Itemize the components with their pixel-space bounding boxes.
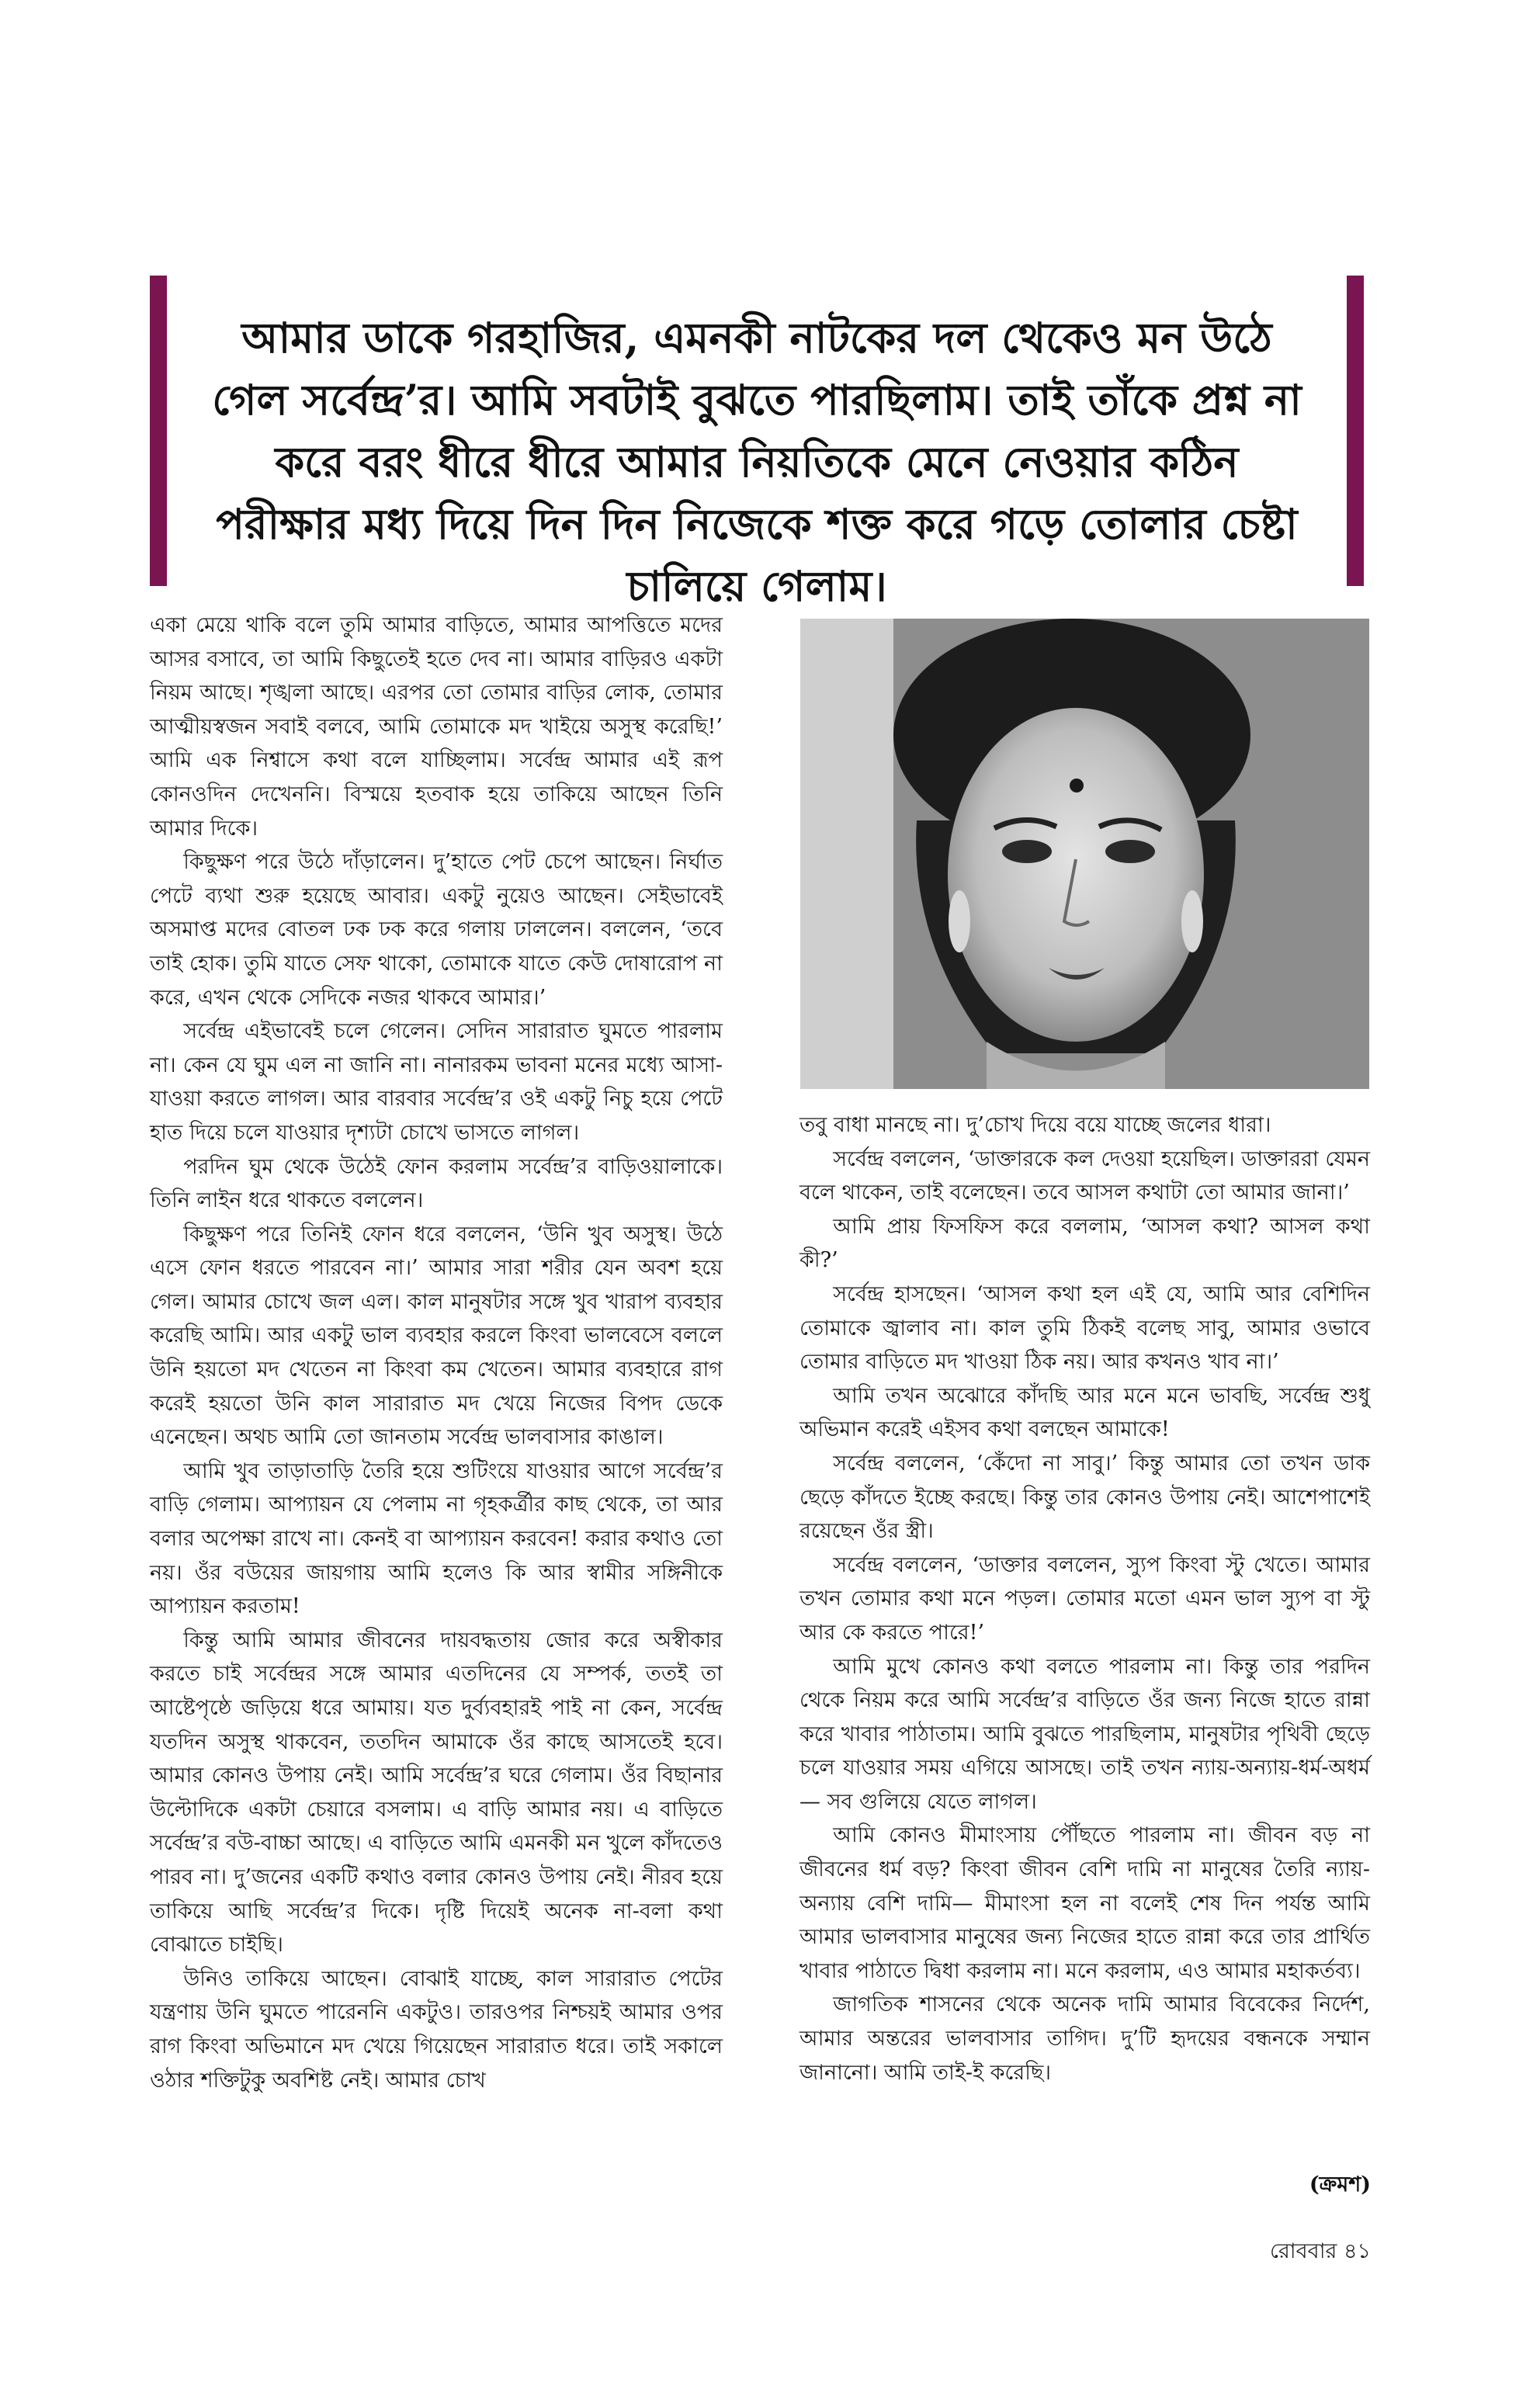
paragraph: কিন্তু আমি আমার জীবনের দায়বদ্ধতায় জোর করে অস্বীকার করতে চাই সর্বেন্দ্রর সঙ্গে আমার এতদিনের যে সম্পর্ক, ততই তা আষ্টেপৃষ্ঠে জড়িয়ে ধরে আমায়। যত দুর্ব্যবহারই পাই না কেন, সর্বেন্দ্র যতদিন অসুস্থ থাকবেন, ততদিন আমাকে ওঁর কাছে আসতেই হবে। আমার কোনও উপায় নেই। আমি সর্বেন্দ্র’র ঘরে গেলাম। ওঁর বিছানার উল্টোদিকে একটা চেয়ারে বসলাম। এ বাড়ি আমার নয়। এ বাড়িতে সর্বেন্দ্র’র বউ-বাচ্চা আছে। এ বাড়িতে আমি এমনকী মন খুলে কাঁদতেও পারব না। দু’জনের একটি কথাও বলার কোনও উপায় নেই। নীরব হয়ে তাকিয়ে আছি সর্বেন্দ্র’র দিকে। দৃষ্টি দিয়েই অনেক না-বলা কথা বোঝাতে চাইছি। (150, 1628, 723, 1958)
paragraph: সর্বেন্দ্র এইভাবেই চলে গেলেন। সেদিন সারারাত ঘুমতে পারলাম না। কেন যে ঘুম এল না জানি না। নানারকম ভাবনা মনের মধ্যে আসা-যাওয়া করতে লাগল। আর বারবার সর্বেন্দ্র’র ওই একটু নিচু হয়ে পেটে হাত দিয়ে চলে যাওয়ার দৃশ্যটা চোখে ভাসতে লাগল। (150, 1019, 723, 1145)
paragraph: সর্বেন্দ্র বললেন, ‘ডাক্তারকে কল দেওয়া হয়েছিল। ডাক্তাররা যেমন বলে থাকেন, তাই বলেছেন। তবে আসল কথাটা তো আমার জানা।’ (799, 1146, 1370, 1205)
article-column-right (799, 1108, 1370, 2090)
paragraph: তবু বাধা মানছে না। দু’চোখ দিয়ে বয়ে যাচ্ছে জলের ধারা। (799, 1113, 1271, 1137)
portrait-photo (800, 619, 1369, 1089)
paragraph: আমি কোনও মীমাংসায় পৌঁছতে পারলাম না। জীবন বড় না জীবনের ধর্ম বড়? কিংবা জীবন বেশি দামি না মানুষের তৈরি ন্যায়-অন্যায় বেশি দামি— মীমাংসা হল না বলেই শেষ দিন পর্যন্ত আমি আমার ভালবাসার মানুষের জন্য নিজের হাতে রান্না করে তার প্রার্থিত খাবার পাঠাতে দ্বিধা করলাম না। মনে করলাম, এও আমার মহাকর্তব্য। (799, 1823, 1370, 1983)
paragraph: আমি মুখে কোনও কথা বলতে পারলাম না। কিন্তু তার পরদিন থেকে নিয়ম করে আমি সর্বেন্দ্র’র বাড়িতে ওঁর জন্য নিজে হাতে রান্না করে খাবার পাঠাতাম। আমি বুঝতে পারছিলাম, মানুষটার পৃথিবী ছেড়ে চলে যাওয়ার সময় এগিয়ে আসছে। তাই তখন ন্যায়-অন্যায়-ধর্ম-অধর্ম— সব গুলিয়ে যেতে লাগল। (799, 1654, 1370, 1814)
paragraph: আমি তখন অঝোরে কাঁদছি আর মনে মনে ভাবছি, সর্বেন্দ্র শুধু অভিমান করেই এইসব কথা বলছেন আমাকে! (799, 1383, 1370, 1442)
portrait-photo-icon (800, 619, 1369, 1089)
pull-quote-box (150, 276, 1364, 611)
paragraph: আমি খুব তাড়াতাড়ি তৈরি হয়ে শুটিংয়ে যাওয়ার আগে সর্বেন্দ্র’র বাড়ি গেলাম। আপ্যায়ন যে পেলাম না গৃহকর্ত্রীর কাছ থেকে, তা আর বলার অপেক্ষা রাখে না। কেনই বা আপ্যায়ন করবেন! করার কথাও তো নয়। ওঁর বউয়ের জায়গায় আমি হলেও কি আর স্বামীর সঙ্গিনীকে আপ্যায়ন করতাম! (150, 1458, 723, 1619)
paragraph: কিছুক্ষণ পরে উঠে দাঁড়ালেন। দু’হাতে পেট চেপে আছেন। নির্ঘাত পেটে ব্যথা শুরু হয়েছে আবার। একটু নুয়েও আছেন। সেইভাবেই অসমাপ্ত মদের বোতল ঢক ঢক করে গলায় ঢাললেন। বললেন, ‘তবে তাই হোক। তুমি যাতে সেফ থাকো, তোমাকে যাতে কেউ দোষারোপ না করে, এখন থেকে সেদিকে নজর থাকবে আমার।’ (150, 850, 723, 1010)
paragraph: সর্বেন্দ্র হাসছেন। ‘আসল কথা হল এই যে, আমি আর বেশিদিন তোমাকে জ্বালাব না। কাল তুমি ঠিকই বলেছ সাবু, আমার ওভাবে তোমার বাড়িতে মদ খাওয়া ঠিক নয়। আর কখনও খাব না।’ (799, 1281, 1370, 1375)
article-column-left (150, 609, 723, 2097)
paragraph: একা মেয়ে থাকি বলে তুমি আমার বাড়িতে, আমার আপত্তিতে মদের আসর বসাবে, তা আমি কিছুতেই হতে দেব না। আমার বাড়িরও একটা নিয়ম আছে। শৃঙ্খলা আছে। এরপর তো তোমার বাড়ির লোক, তোমার আত্মীয়স্বজন সবাই বলবে, আমি তোমাকে মদ খাইয়ে অসুস্থ করেছি!’ আমি এক নিশ্বাসে কথা বলে যাচ্ছিলাম। সর্বেন্দ্র আমার এই রূপ কোনওদিন দেখেননি। বিস্ময়ে হতবাক হয়ে তাকিয়ে আছেন তিনি আমার দিকে। (150, 613, 723, 841)
continued-label: (ক্রমশ) (1309, 2173, 1371, 2197)
paragraph: উনিও তাকিয়ে আছেন। বোঝাই যাচ্ছে, কাল সারারাত পেটের যন্ত্রণায় উনি ঘুমতে পারেননি একটুও। তারওপর নিশ্চয়ই আমার ওপর রাগ কিংবা অভিমানে মদ খেয়ে গিয়েছেন সারারাত ধরে। তাই সকালে ওঠার শক্তিটুকু অবশিষ্ট নেই। আমার চোখ (150, 1966, 723, 2093)
pull-quote-text: আমার ডাকে গরহাজির, এমনকী নাটকের দল থেকেও মন উঠে গেল সর্বেন্দ্র’র। আমি সবটাই বুঝতে পারছিলাম। তাই তাঁকে প্রশ্ন না করে বরং ধীরে ধীরে আমার নিয়তিকে মেনে নেওয়ার কঠিন পরীক্ষার মধ্য দিয়ে দিন দিন নিজেকে শক্ত করে গড়ে তোলার চেষ্টা চালিয়ে গেলাম। (212, 313, 1302, 611)
paragraph: সর্বেন্দ্র বললেন, ‘ডাক্তার বললেন, স্যুপ কিংবা স্টু খেতে। আমার তখন তোমার কথা মনে পড়ল। তোমার মতো এমন ভাল স্যুপ বা স্টু আর কে করতে পারে!’ (799, 1552, 1370, 1645)
paragraph: পরদিন ঘুম থেকে উঠেই ফোন করলাম সর্বেন্দ্র’র বাড়িওয়ালাকে। তিনি লাইন ধরে থাকতে বললেন। (150, 1154, 723, 1213)
paragraph: জাগতিক শাসনের থেকে অনেক দামি আমার বিবেকের নির্দেশ, আমার অন্তরের ভালবাসার তাগিদ। দু’টি হৃদয়ের বন্ধনকে সম্মান জানানো। আমি তাই-ই করেছি। (799, 1992, 1370, 2085)
paragraph: আমি প্রায় ফিসফিস করে বললাম, ‘আসল কথা? আসল কথা কী?’ (799, 1214, 1370, 1273)
paragraph: কিছুক্ষণ পরে তিনিই ফোন ধরে বললেন, ‘উনি খুব অসুস্থ। উঠে এসে ফোন ধরতে পারবেন না।’ আমার সারা শরীর যেন অবশ হয়ে গেল। আমার চোখে জল এল। কাল মানুষটার সঙ্গে খুব খারাপ ব্যবহার করেছি আমি। আর একটু ভাল ব্যবহার করলে কিংবা ভালবেসে বললে উনি হয়তো মদ খেতেন না কিংবা কম খেতেন। আমার ব্যবহারে রাগ করেই হয়তো উনি কাল সারারাত মদ খেয়ে নিজের বিপদ ডেকে এনেছেন। অথচ আমি তো জানতাম সর্বেন্দ্র ভালবাসার কাঙাল। (150, 1222, 723, 1450)
page-folio: রোববার ৪১ (1270, 2239, 1371, 2263)
paragraph: সর্বেন্দ্র বললেন, ‘কেঁদো না সাবু।’ কিন্তু আমার তো তখন ডাক ছেড়ে কাঁদতে ইচ্ছে করছে। কিন্তু তার কোনও উপায় নেই। আশেপাশেই রয়েছেন ওঁর স্ত্রী। (799, 1451, 1370, 1544)
